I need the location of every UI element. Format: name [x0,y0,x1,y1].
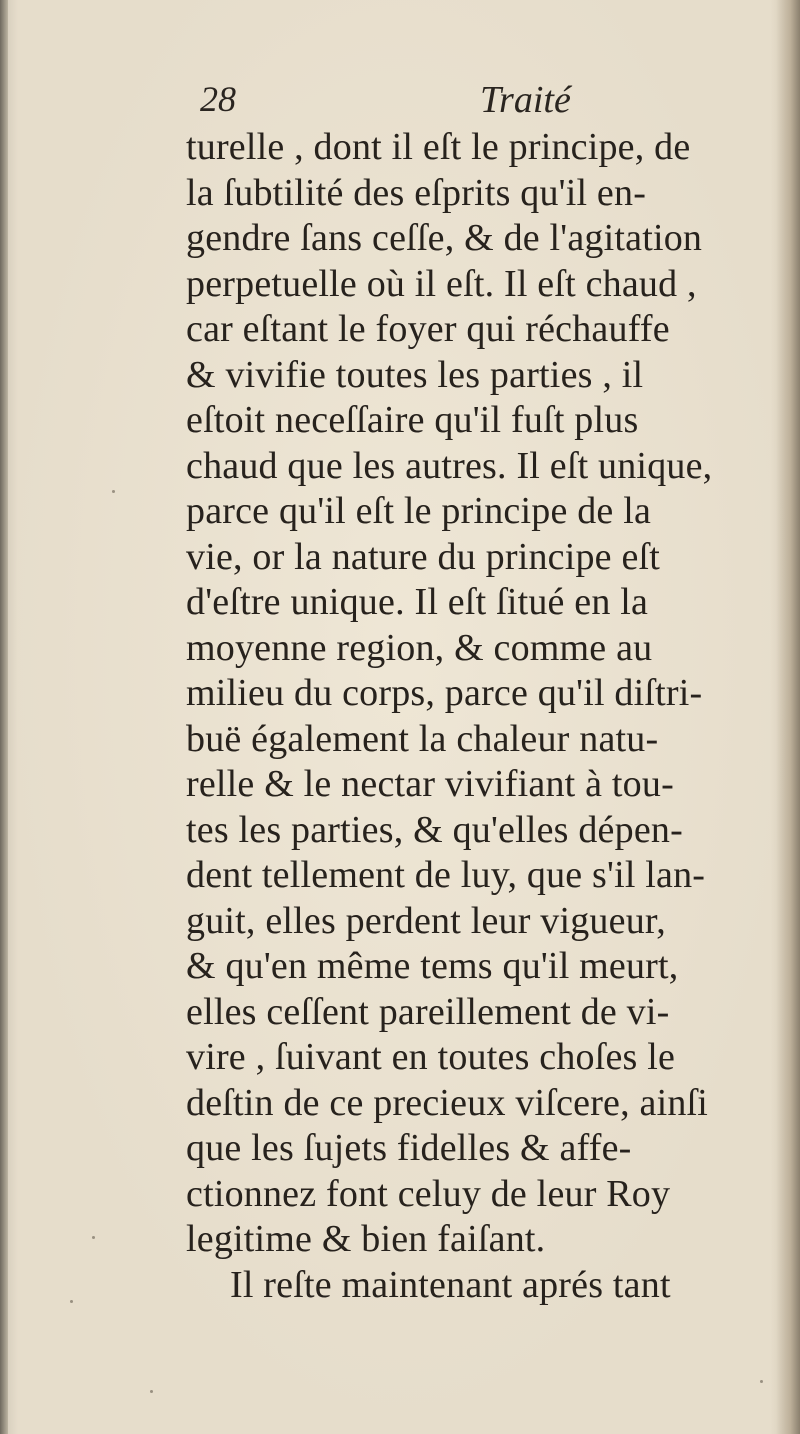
text-line: car eſtant le foyer qui réchauffe [186,308,670,350]
running-head: Traité [480,79,571,121]
text-line: ctionnez font celuy de leur Roy [186,1172,671,1215]
page-left-edge [0,0,8,1434]
paper-speck [112,490,115,493]
page-header [200,78,760,126]
text-line: tes les parties, & qu'elles dépen- [186,808,683,851]
text-line: deſtin de ce precieux viſcere, ainſi [186,1081,709,1124]
paper-speck [92,1236,95,1239]
text-line: dent tellement de luy, que s'il lan- [186,854,706,896]
text-line: & vivifie toutes les parties , il [186,353,644,396]
text-line: gendre ſans ceſſe, & de l'agitation [186,217,703,259]
text-line: parce qu'il eſt le principe de la [186,490,652,532]
text-line: legitime & bien faiſant. [186,1218,546,1260]
paper-speck [70,1300,73,1303]
text-line: eſtoit neceſſaire qu'il fuſt plus [186,399,639,441]
text-line: buë également la chaleur natu- [186,717,659,760]
text-line: la ſubtilité des eſprits qu'il en- [186,171,647,214]
paper-speck [150,1390,153,1393]
text-line: perpetuelle où il eſt. Il eſt chaud , [186,262,697,305]
text-line: chaud que les autres. Il eſt unique, [186,444,713,487]
text-line: relle & le nectar vivifiant à tou- [186,763,674,805]
text-line: elles ceſſent pareillement de vi- [186,990,670,1033]
paper-speck [760,1380,763,1383]
text-line: que les ſujets fidelles & affe- [186,1127,632,1169]
text-line: & qu'en même tems qu'il meurt, [186,945,679,987]
text-line: vire , ſuivant en toutes choſes le [186,1036,676,1078]
body-text [186,125,760,1308]
text-line: milieu du corps, parce qu'il diſtri- [186,672,703,714]
text-line: d'eſtre unique. Il eſt ſitué en la [186,581,649,623]
text-line: Il reſte maintenant aprés tant [230,1263,671,1306]
page-gutter-shadow [776,0,800,1434]
text-line: moyenne region, & comme au [186,626,653,669]
text-line: turelle , dont il eſt le principe, de [186,126,691,168]
page-number: 28 [200,79,236,119]
text-line: vie, or la nature du principe eſt [186,535,661,578]
text-line: guit, elles perdent leur vigueur, [186,899,666,942]
